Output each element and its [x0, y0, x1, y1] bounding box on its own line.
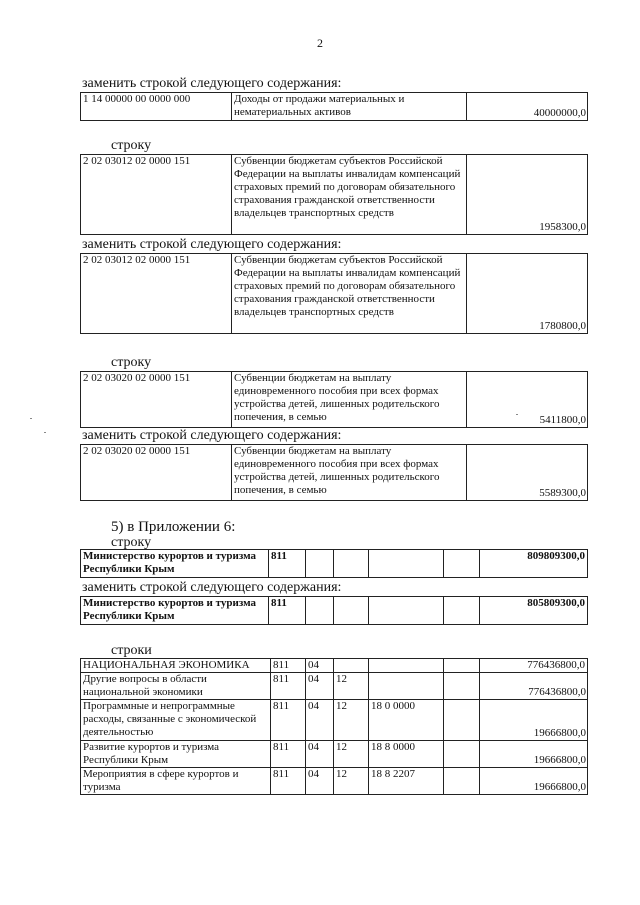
csr-cell: 18 8 2207 [369, 768, 444, 795]
grbs-cell: 811 [271, 741, 306, 768]
amount-cell: 19666800,0 [480, 768, 588, 795]
amount-cell: 1958300,0 [467, 155, 588, 235]
scan-speck [30, 418, 32, 419]
pr-cell: 12 [334, 741, 369, 768]
amount-cell: 19666800,0 [480, 741, 588, 768]
empty-cell [369, 550, 444, 578]
code-cell: 811 [269, 550, 306, 578]
empty-cell [334, 597, 369, 625]
name-cell: Субвенции бюджетам субъектов Российской Федерации на выплаты инвалидам компенсаций страховых премий по договорам обязательного страхования гражданской ответственности владельцев транспортных средств [232, 155, 467, 235]
grbs-cell: 811 [271, 659, 306, 673]
table-row [81, 768, 588, 795]
code-cell: 2 02 03012 02 0000 151 [81, 254, 232, 334]
empty-cell [444, 550, 480, 578]
block8-table [80, 658, 588, 795]
table-row [81, 155, 588, 235]
csr-cell [369, 659, 444, 673]
amount-cell: 809809300,0 [480, 550, 588, 578]
scan-speck [44, 432, 46, 433]
table-row [81, 741, 588, 768]
rz-cell: 04 [306, 741, 334, 768]
block3-header: заменить строкой следующего содержания: [82, 237, 342, 252]
block2-header: строку [111, 138, 152, 153]
rz-cell: 04 [306, 768, 334, 795]
name-cell: Программные и непрограммные расходы, связанные с экономической деятельностью [81, 700, 271, 741]
grbs-cell: 811 [271, 673, 306, 700]
block5-header: заменить строкой следующего содержания: [82, 428, 342, 443]
table-row [81, 372, 588, 428]
empty-cell [444, 597, 480, 625]
grbs-cell: 811 [271, 768, 306, 795]
amount-cell: 19666800,0 [480, 700, 588, 741]
block7-table [80, 596, 588, 625]
name-cell: Субвенции бюджетам на выплату единовременного пособия при всех формах устройства детей, лишенных родительского попечения, в семью [232, 445, 467, 501]
amount-cell: 5411800,0 [467, 372, 588, 428]
pr-cell [334, 659, 369, 673]
block6-table [80, 549, 588, 578]
amount-cell: 40000000,0 [467, 93, 588, 121]
empty-cell [444, 768, 480, 795]
code-cell: 1 14 00000 00 0000 000 [81, 93, 232, 121]
name-cell: НАЦИОНАЛЬНАЯ ЭКОНОМИКА [81, 659, 271, 673]
csr-cell [369, 673, 444, 700]
table-row [81, 659, 588, 673]
name-cell: Министерство курортов и туризма Республики Крым [81, 597, 269, 625]
table-row [81, 700, 588, 741]
block4-table [80, 371, 588, 428]
appendix-heading: 5) в Приложении 6: [111, 519, 236, 535]
empty-cell [444, 741, 480, 768]
table-row [81, 597, 588, 625]
block3-table [80, 253, 588, 334]
empty-cell [444, 700, 480, 741]
empty-cell [306, 597, 334, 625]
page-number: 2 [317, 36, 323, 50]
block6-header: строку [111, 535, 152, 550]
empty-cell [369, 597, 444, 625]
amount-cell: 776436800,0 [480, 659, 588, 673]
name-cell: Субвенции бюджетам субъектов Российской Федерации на выплаты инвалидам компенсаций страховых премий по договорам обязательного страхования гражданской ответственности владельцев транспортных средств [232, 254, 467, 334]
block7-header: заменить строкой следующего содержания: [82, 580, 342, 595]
code-cell: 2 02 03012 02 0000 151 [81, 155, 232, 235]
pr-cell: 12 [334, 700, 369, 741]
code-cell: 811 [269, 597, 306, 625]
table-row [81, 254, 588, 334]
empty-cell [306, 550, 334, 578]
scan-speck [516, 414, 518, 415]
empty-cell [444, 659, 480, 673]
grbs-cell: 811 [271, 700, 306, 741]
block1-table [80, 92, 588, 121]
pr-cell: 12 [334, 768, 369, 795]
empty-cell [334, 550, 369, 578]
table-row [81, 93, 588, 121]
table-row [81, 445, 588, 501]
pr-cell: 12 [334, 673, 369, 700]
block8-header: строки [111, 643, 152, 658]
table-row [81, 673, 588, 700]
csr-cell: 18 0 0000 [369, 700, 444, 741]
empty-cell [444, 673, 480, 700]
block5-table [80, 444, 588, 501]
amount-cell: 1780800,0 [467, 254, 588, 334]
amount-cell: 805809300,0 [480, 597, 588, 625]
block4-header: строку [111, 355, 152, 370]
name-cell: Мероприятия в сфере курортов и туризма [81, 768, 271, 795]
rz-cell: 04 [306, 700, 334, 741]
block1-header: заменить строкой следующего содержания: [82, 76, 342, 91]
name-cell: Министерство курортов и туризма Республики Крым [81, 550, 269, 578]
amount-cell: 776436800,0 [480, 673, 588, 700]
name-cell: Субвенции бюджетам на выплату единовременного пособия при всех формах устройства детей, лишенных родительского попечения, в семью [232, 372, 467, 428]
name-cell: Развитие курортов и туризма Республики Крым [81, 741, 271, 768]
amount-cell: 5589300,0 [467, 445, 588, 501]
block2-table [80, 154, 588, 235]
rz-cell: 04 [306, 659, 334, 673]
code-cell: 2 02 03020 02 0000 151 [81, 445, 232, 501]
code-cell: 2 02 03020 02 0000 151 [81, 372, 232, 428]
name-cell: Другие вопросы в области национальной экономики [81, 673, 271, 700]
table-row [81, 550, 588, 578]
rz-cell: 04 [306, 673, 334, 700]
csr-cell: 18 8 0000 [369, 741, 444, 768]
name-cell: Доходы от продажи материальных и нематериальных активов [232, 93, 467, 121]
